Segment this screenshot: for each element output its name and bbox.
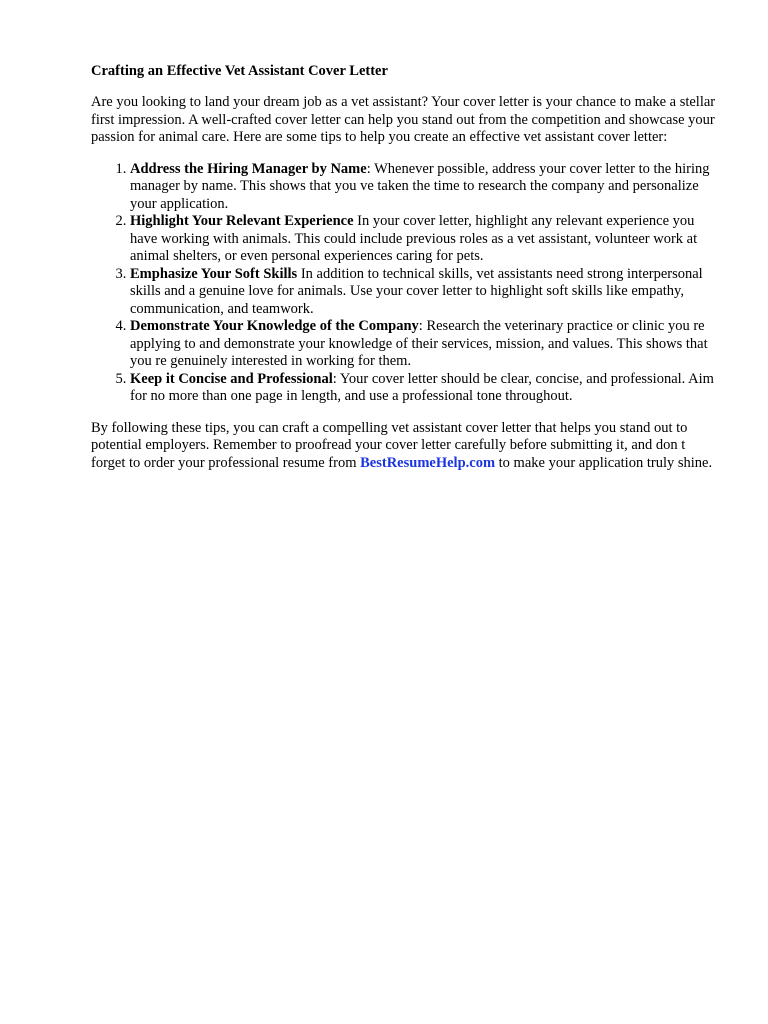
intro-paragraph: Are you looking to land your dream job as a vet assistant? Your cover letter is your chance to make a stellar first impression. A well-crafted cover letter can help you stand out from the competition and showcase your passion for animal care. Here are some tips to help you create an effective vet assistant cover letter: (91, 94, 716, 145)
tip-separator-1: : (366, 160, 371, 177)
tip-text-4: Research the veterinary practice or clinic you re applying to and demonstrate your knowledge of their services, mission, and values. This shows that you re genuinely interested in working for them. (130, 318, 708, 369)
tip-separator-5: : (332, 370, 337, 387)
tip-heading-3: Emphasize Your Soft Skills (130, 265, 298, 282)
tips-list (91, 161, 722, 406)
bestresumehelp-link[interactable]: BestResumeHelp.com (360, 454, 496, 471)
document-title: Crafting an Effective Vet Assistant Cover Letter (91, 63, 388, 79)
tip-text-1: Whenever possible, address your cover letter to the hiring manager by name. This shows that you ve taken the time to research the company and personalize your application. (130, 160, 710, 212)
tip-item-2 (130, 213, 722, 266)
tip-heading-1: Address the Hiring Manager by Name (130, 160, 367, 177)
tip-item-4 (130, 318, 722, 371)
tip-heading-5: Keep it Concise and Professional (130, 370, 333, 387)
closing-text-before: By following these tips, you can craft a compelling vet assistant cover letter that helps you stand out to potential employers. Remember to proofread your cover letter carefully before submitting it, and don t forget to order your professional resume from (91, 419, 688, 471)
closing-text-after: to make your application truly shine. (495, 454, 713, 471)
closing-paragraph (91, 420, 722, 473)
tip-item-5 (130, 371, 722, 406)
tip-text-3: In addition to technical skills, vet assistants need strong interpersonal skills and a genuine love for animals. Use your cover letter to highlight soft skills like empathy, communication, and teamwork. (130, 265, 703, 317)
tip-item-3 (130, 266, 722, 319)
tip-text-5: Your cover letter should be clear, concise, and professional. Aim for no more than one page in length, and use a professional tone throughout. (130, 370, 714, 404)
tip-separator-4: : (418, 318, 423, 334)
tip-heading-4: Demonstrate Your Knowledge of the Company (130, 318, 419, 334)
tip-heading-2: Highlight Your Relevant Experience (130, 213, 354, 229)
tip-item-1 (130, 161, 722, 214)
tip-text-2: In your cover letter, highlight any relevant experience you have working with animals. This could include previous roles as a vet assistant, volunteer work at animal shelters, or even personal experiences caring for pets. (130, 213, 698, 264)
